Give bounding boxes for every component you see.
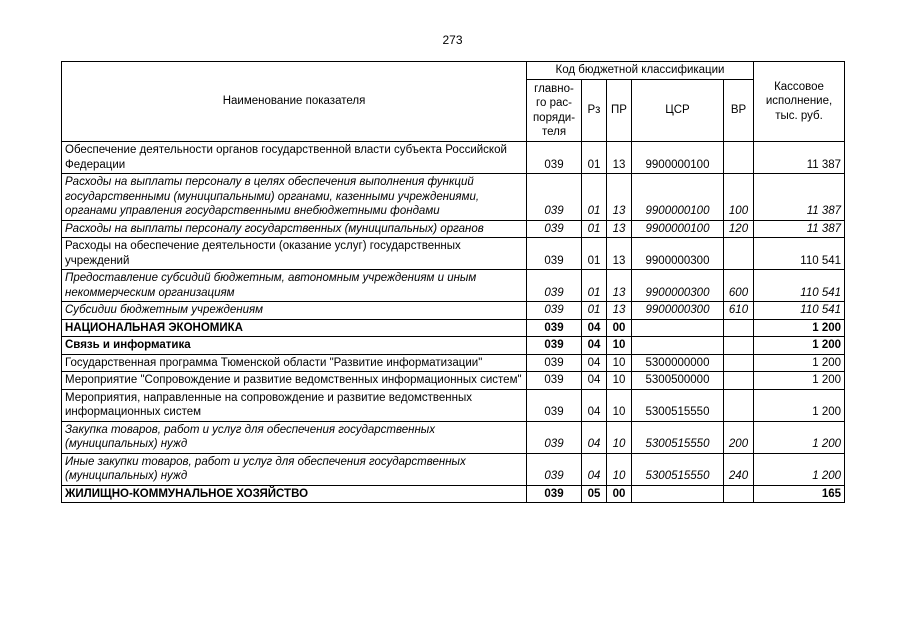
cell-sum: 1 200	[754, 421, 845, 453]
cell-glava: 039	[527, 302, 582, 320]
cell-name: Расходы на обеспечение деятельности (оказание услуг) государственных учреждений	[62, 238, 527, 270]
cell-rz: 04	[582, 354, 607, 372]
cell-pr: 10	[607, 453, 632, 485]
cell-glava: 039	[527, 453, 582, 485]
cell-vr	[724, 142, 754, 174]
cell-name: НАЦИОНАЛЬНАЯ ЭКОНОМИКА	[62, 319, 527, 337]
cell-pr: 13	[607, 142, 632, 174]
header-csr: ЦСР	[632, 80, 724, 142]
table-row	[62, 220, 845, 238]
cell-rz: 04	[582, 372, 607, 390]
cell-rz: 04	[582, 453, 607, 485]
cell-name: Предоставление субсидий бюджетным, автономным учреждениям и иным некоммерческим организациям	[62, 270, 527, 302]
cell-glava: 039	[527, 319, 582, 337]
cell-pr: 13	[607, 238, 632, 270]
cell-pr: 13	[607, 270, 632, 302]
cell-rz: 01	[582, 220, 607, 238]
cell-name: Обеспечение деятельности органов государственной власти субъекта Российской Федерации	[62, 142, 527, 174]
table-row	[62, 302, 845, 320]
cell-vr: 120	[724, 220, 754, 238]
cell-sum: 11 387	[754, 220, 845, 238]
cell-csr: 5300515550	[632, 421, 724, 453]
cell-rz: 04	[582, 319, 607, 337]
cell-pr: 10	[607, 372, 632, 390]
cell-name: ЖИЛИЩНО-КОММУНАЛЬНОЕ ХОЗЯЙСТВО	[62, 485, 527, 503]
cell-vr	[724, 319, 754, 337]
cell-vr: 610	[724, 302, 754, 320]
header-sum: Кассовое исполнение, тыс. руб.	[754, 62, 845, 142]
cell-sum: 1 200	[754, 354, 845, 372]
cell-sum: 110 541	[754, 238, 845, 270]
cell-sum: 1 200	[754, 389, 845, 421]
cell-rz: 05	[582, 485, 607, 503]
cell-csr: 5300500000	[632, 372, 724, 390]
cell-sum: 1 200	[754, 319, 845, 337]
header-rz: Рз	[582, 80, 607, 142]
cell-vr	[724, 389, 754, 421]
cell-pr: 13	[607, 174, 632, 221]
cell-pr: 00	[607, 485, 632, 503]
cell-glava: 039	[527, 142, 582, 174]
cell-sum: 1 200	[754, 337, 845, 355]
cell-vr	[724, 238, 754, 270]
cell-glava: 039	[527, 389, 582, 421]
table-row	[62, 238, 845, 270]
cell-csr: 9900000300	[632, 238, 724, 270]
cell-name: Иные закупки товаров, работ и услуг для обеспечения государственных (муниципальных) нужд	[62, 453, 527, 485]
cell-sum: 1 200	[754, 372, 845, 390]
cell-pr: 13	[607, 220, 632, 238]
cell-name: Закупка товаров, работ и услуг для обеспечения государственных (муниципальных) нужд	[62, 421, 527, 453]
cell-sum: 165	[754, 485, 845, 503]
cell-name: Мероприятия, направленные на сопровождение и развитие ведомственных информационных систем	[62, 389, 527, 421]
cell-pr: 13	[607, 302, 632, 320]
cell-csr: 9900000100	[632, 220, 724, 238]
cell-vr: 200	[724, 421, 754, 453]
cell-pr: 10	[607, 389, 632, 421]
cell-csr: 5300515550	[632, 453, 724, 485]
cell-rz: 04	[582, 337, 607, 355]
cell-glava: 039	[527, 174, 582, 221]
cell-glava: 039	[527, 238, 582, 270]
table-row	[62, 453, 845, 485]
cell-name: Субсидии бюджетным учреждениям	[62, 302, 527, 320]
cell-glava: 039	[527, 354, 582, 372]
cell-rz: 01	[582, 302, 607, 320]
page-number: 273	[442, 33, 463, 47]
cell-csr: 9900000100	[632, 174, 724, 221]
cell-name: Мероприятие "Сопровождение и развитие ведомственных информационных систем"	[62, 372, 527, 390]
cell-vr	[724, 372, 754, 390]
table-row	[62, 421, 845, 453]
header-glava: главно-го рас-поряди-теля	[527, 80, 582, 142]
header-name: Наименование показателя	[62, 62, 527, 142]
cell-sum: 11 387	[754, 174, 845, 221]
cell-name: Расходы на выплаты персоналу в целях обеспечения выполнения функций государственными (муниципальными) органами, казенными учреждениями, органами управления государственными внебюджетными фондами	[62, 174, 527, 221]
cell-csr: 9900000300	[632, 270, 724, 302]
cell-name: Расходы на выплаты персоналу государственных (муниципальных) органов	[62, 220, 527, 238]
cell-csr	[632, 485, 724, 503]
budget-table	[61, 61, 845, 503]
cell-rz: 01	[582, 174, 607, 221]
cell-name: Государственная программа Тюменской области "Развитие информатизации"	[62, 354, 527, 372]
cell-sum: 1 200	[754, 453, 845, 485]
cell-csr: 5300515550	[632, 389, 724, 421]
cell-vr: 100	[724, 174, 754, 221]
cell-rz: 01	[582, 270, 607, 302]
cell-glava: 039	[527, 372, 582, 390]
cell-vr	[724, 337, 754, 355]
cell-vr	[724, 485, 754, 503]
cell-sum: 110 541	[754, 302, 845, 320]
cell-glava: 039	[527, 485, 582, 503]
cell-vr: 240	[724, 453, 754, 485]
cell-csr: 9900000300	[632, 302, 724, 320]
cell-name: Связь и информатика	[62, 337, 527, 355]
table-row	[62, 319, 845, 337]
cell-pr: 10	[607, 354, 632, 372]
cell-rz: 01	[582, 142, 607, 174]
cell-rz: 04	[582, 389, 607, 421]
table-row	[62, 372, 845, 390]
cell-pr: 10	[607, 421, 632, 453]
cell-csr: 9900000100	[632, 142, 724, 174]
header-vr: ВР	[724, 80, 754, 142]
cell-glava: 039	[527, 220, 582, 238]
table-row	[62, 174, 845, 221]
cell-csr: 5300000000	[632, 354, 724, 372]
table-row	[62, 142, 845, 174]
cell-vr	[724, 354, 754, 372]
table-row	[62, 337, 845, 355]
cell-csr	[632, 319, 724, 337]
cell-glava: 039	[527, 421, 582, 453]
cell-sum: 110 541	[754, 270, 845, 302]
table-row	[62, 485, 845, 503]
cell-rz: 04	[582, 421, 607, 453]
cell-rz: 01	[582, 238, 607, 270]
cell-vr: 600	[724, 270, 754, 302]
header-code-group: Код бюджетной классификации	[527, 62, 754, 80]
cell-glava: 039	[527, 337, 582, 355]
table-row	[62, 389, 845, 421]
cell-pr: 00	[607, 319, 632, 337]
table-row	[62, 354, 845, 372]
cell-sum: 11 387	[754, 142, 845, 174]
cell-pr: 10	[607, 337, 632, 355]
header-pr: ПР	[607, 80, 632, 142]
table-row	[62, 270, 845, 302]
table-body	[62, 142, 845, 503]
cell-csr	[632, 337, 724, 355]
cell-glava: 039	[527, 270, 582, 302]
